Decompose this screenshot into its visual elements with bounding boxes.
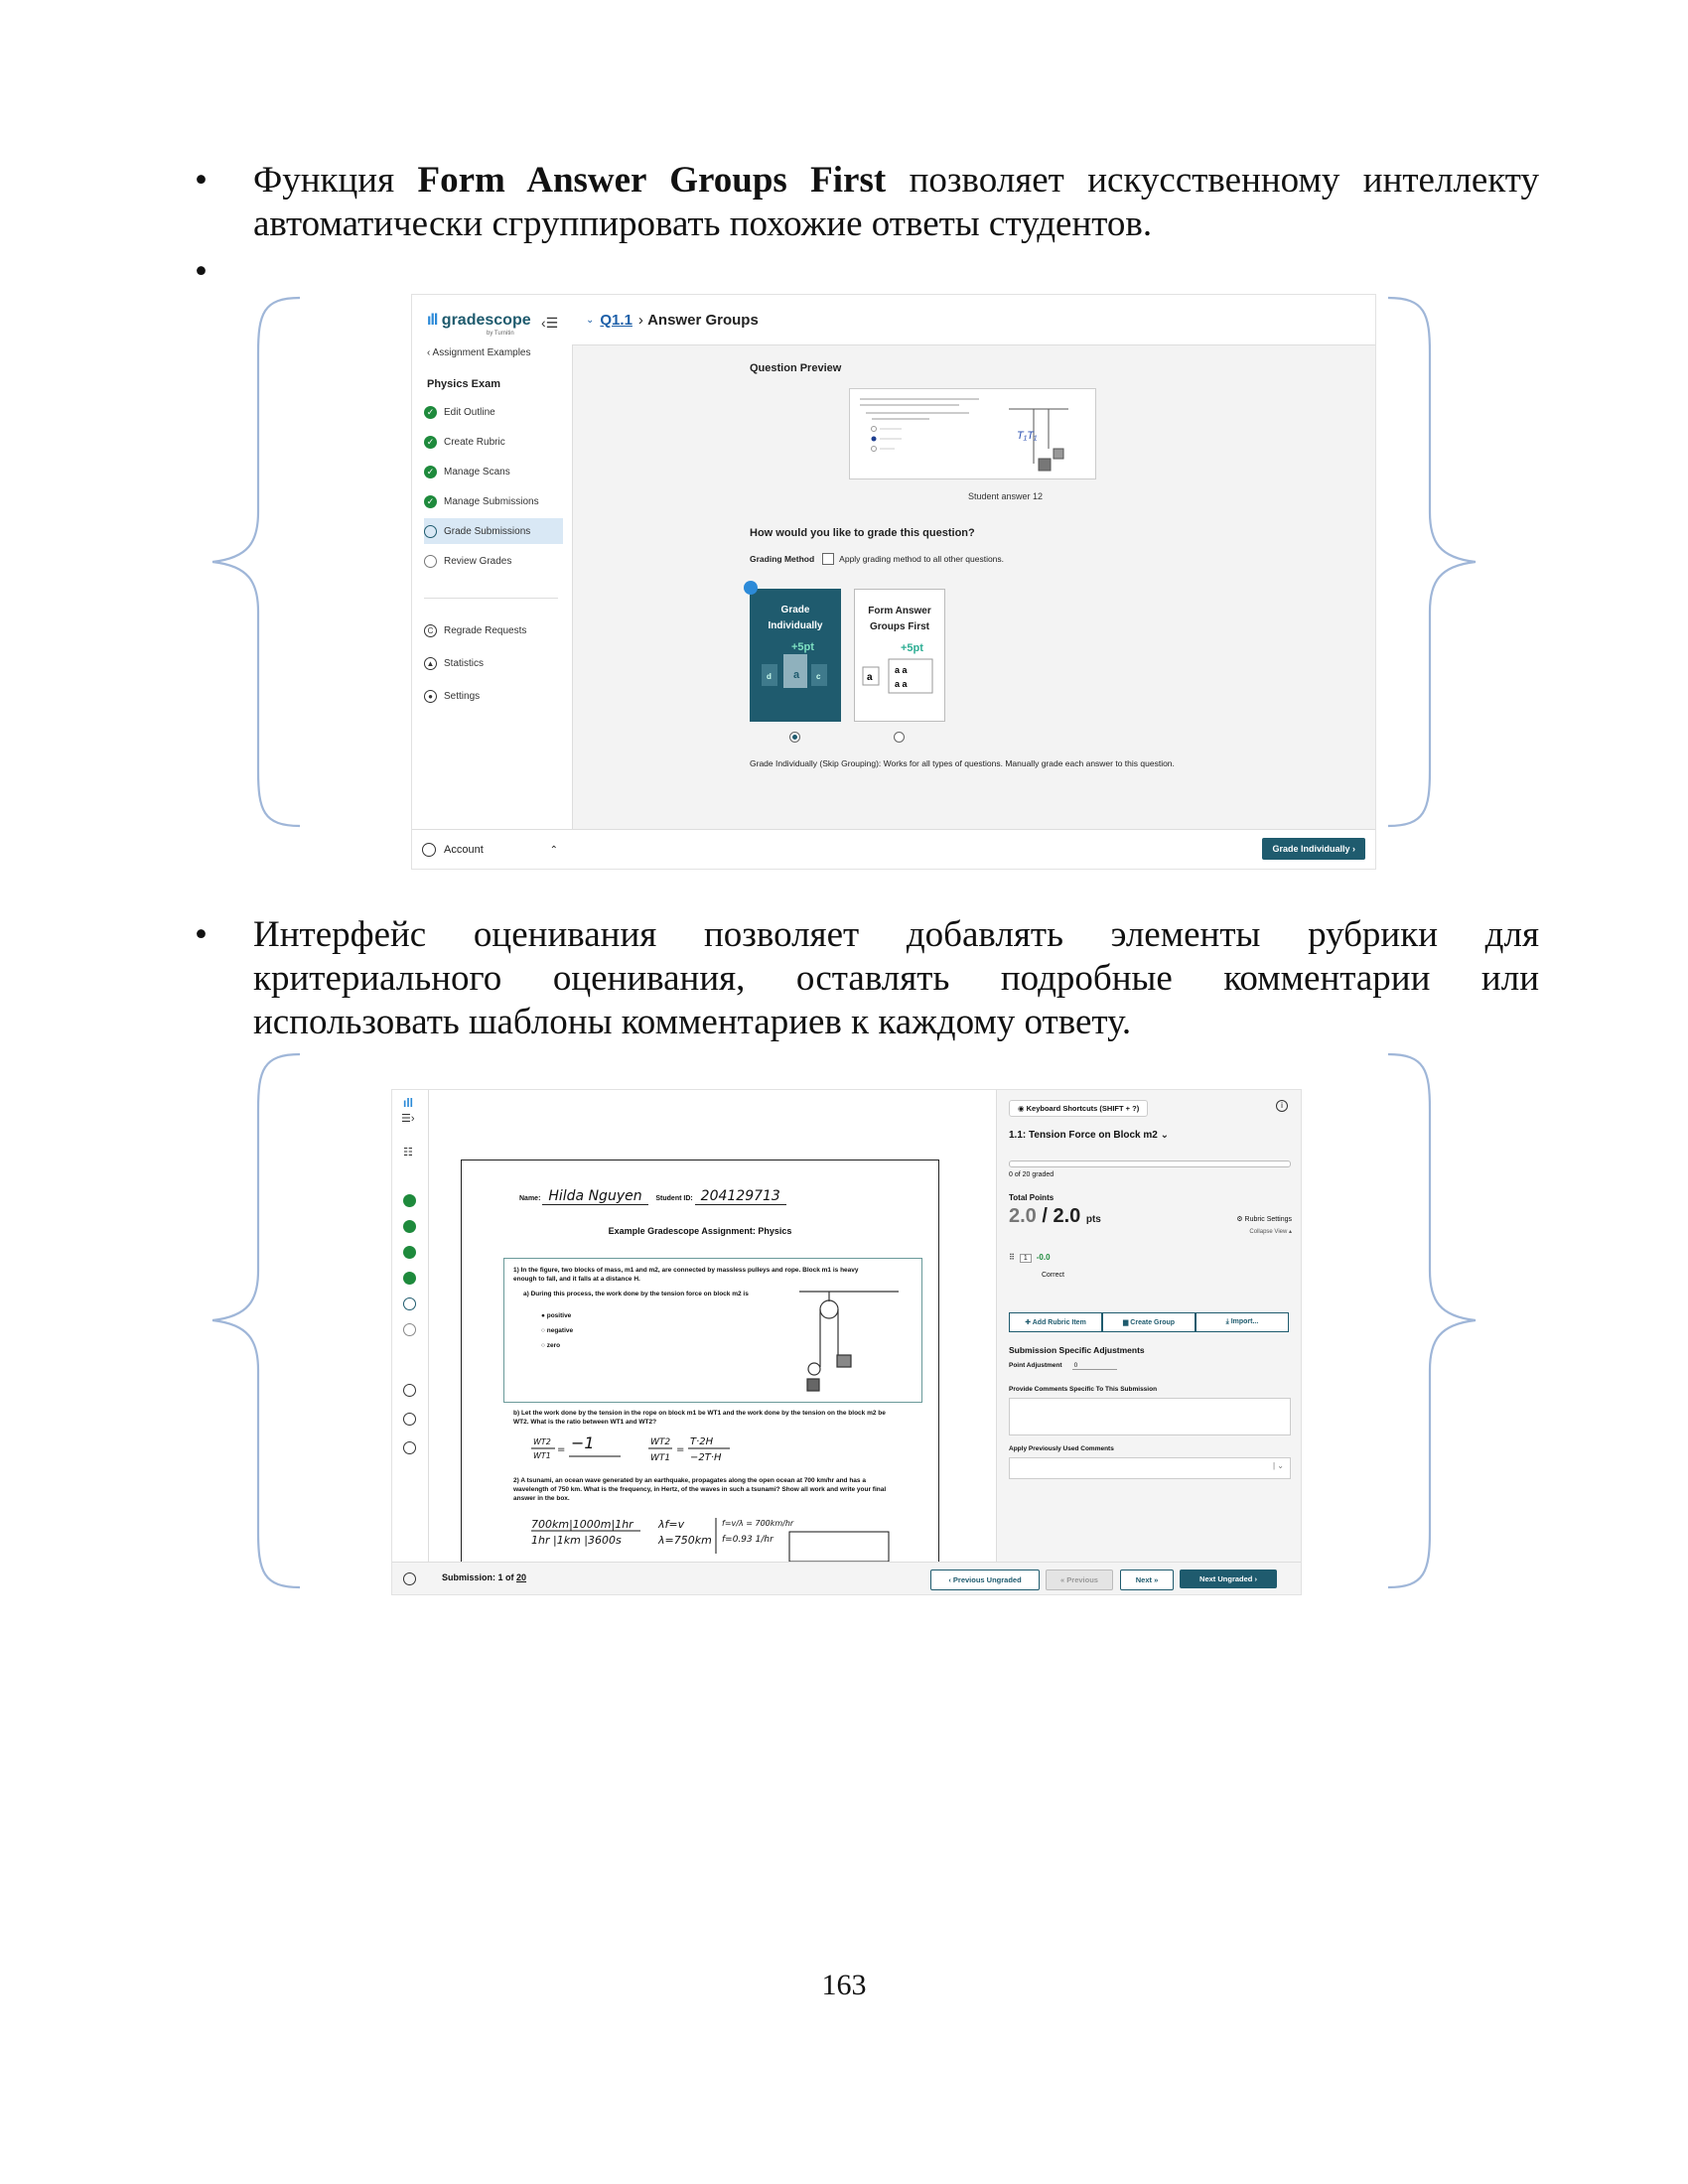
gear-icon[interactable] xyxy=(403,1441,416,1454)
bullet-grading-interface xyxy=(195,913,1539,1044)
question-preview-heading: Question Preview xyxy=(750,362,842,374)
check-icon: ✓ xyxy=(424,406,437,419)
svg-text:+5pt: +5pt xyxy=(901,642,923,654)
svg-text:f=v/λ = 700km/hr: f=v/λ = 700km/hr xyxy=(722,1519,794,1528)
groups-illustration xyxy=(855,635,946,705)
regrade-icon[interactable] xyxy=(403,1384,416,1397)
previous-comments-label: Apply Previously Used Comments xyxy=(1009,1445,1114,1452)
circle-icon xyxy=(424,555,437,568)
comments-label: Provide Comments Specific To This Submission xyxy=(1009,1386,1158,1393)
assignment-title: Example Gradescope Assignment: Physics xyxy=(608,1226,792,1236)
grading-panel xyxy=(996,1090,1301,1562)
divider xyxy=(424,598,558,599)
pulley-diagram xyxy=(789,1288,909,1397)
adjustments-heading: Submission Specific Adjustments xyxy=(1009,1345,1145,1355)
nav-settings[interactable]: ● Settings xyxy=(424,683,563,709)
point-adjustment-field[interactable]: Point Adjustment 0 xyxy=(1009,1362,1117,1369)
right-brace xyxy=(1380,294,1479,830)
add-rubric-item-button[interactable]: ✚ Add Rubric Item xyxy=(1009,1312,1102,1332)
check-icon[interactable] xyxy=(403,1246,416,1259)
chevron-up-icon: ⌃ xyxy=(549,844,558,856)
tutorial-indicator xyxy=(744,581,758,595)
svg-text:−1: −1 xyxy=(571,1433,595,1452)
statistics-icon[interactable] xyxy=(403,1413,416,1426)
chevron-down-icon[interactable]: ⌄ xyxy=(586,314,595,326)
apply-all-checkbox[interactable] xyxy=(822,553,834,565)
check-icon[interactable] xyxy=(403,1272,416,1285)
chevron-right-icon: › xyxy=(637,311,648,329)
check-icon[interactable] xyxy=(403,1220,416,1233)
rubric-settings-button[interactable]: ⚙ Rubric Settings xyxy=(1236,1216,1292,1223)
keyboard-shortcuts-button[interactable]: ◉ Keyboard Shortcuts (SHIFT + ?) xyxy=(1009,1100,1148,1117)
bullet-dot: • xyxy=(195,160,208,201)
svg-text:a a: a a xyxy=(895,679,908,689)
check-icon[interactable] xyxy=(403,1194,416,1207)
rubric-points: -0.0 xyxy=(1036,1253,1051,1262)
footer-bar xyxy=(572,829,1375,869)
graded-count: 0 of 20 graded xyxy=(1009,1171,1055,1178)
nav-manage-scans[interactable]: ✓ Manage Scans xyxy=(424,459,563,484)
svg-text:WT1: WT1 xyxy=(650,1453,671,1463)
current-step-icon[interactable] xyxy=(403,1297,416,1310)
bullet-text: Интерфейс оценивания позволяет добавлять элементы рубрики для критериального оценивания, оставлять подробные комментарии или использовать шаблоны комментариев к каждому ответу. xyxy=(253,914,1539,1042)
account-menu[interactable]: Account ⌃ xyxy=(412,829,572,869)
svg-text:WT2: WT2 xyxy=(533,1437,551,1446)
grade-individually-radio[interactable] xyxy=(789,732,800,743)
logo-subtitle: by Turnitin xyxy=(487,331,514,337)
chevron-down-icon: | ⌄ xyxy=(1272,1461,1284,1470)
handwritten-ratio xyxy=(531,1431,829,1470)
eye-icon: ◉ xyxy=(1018,1104,1027,1113)
question-1b-text: b) Let the work done by the tension in the rope on block m1 be WT1 and the work done by the tension on the block m2 be WT2. What is the ratio between WT1 and WT2? xyxy=(513,1410,886,1426)
svg-text:f=0.93 1/hr: f=0.93 1/hr xyxy=(722,1535,774,1545)
svg-text:λf=v: λf=v xyxy=(658,1518,685,1531)
left-brace xyxy=(209,294,308,830)
previous-button[interactable]: « Previous xyxy=(1046,1570,1113,1590)
breadcrumb xyxy=(572,295,1375,345)
svg-text:WT2: WT2 xyxy=(650,1437,671,1447)
question-1-text: 1) In the figure, two blocks of mass, m1 and m2, are connected by massless pulleys and rope. Block m1 is heavy enough to fall, and it falls at a distance H. xyxy=(513,1267,859,1283)
gear-icon: ● xyxy=(424,690,437,703)
bullet-answer-groups: • Функция Form Answer Groups First позволяет искусственному интеллекту автоматически сгруппировать похожие ответы студентов. xyxy=(195,160,1539,244)
statistics-icon: ▲ xyxy=(424,657,437,670)
create-group-button[interactable]: ▆ Create Group xyxy=(1102,1312,1196,1332)
check-icon: ✓ xyxy=(424,466,437,478)
import-button[interactable]: ⤓ Import... xyxy=(1196,1312,1289,1332)
grading-progress-bar xyxy=(1009,1160,1291,1167)
individual-illustration xyxy=(750,634,841,704)
user-icon xyxy=(422,843,436,857)
nav-statistics[interactable]: ▲ Statistics xyxy=(424,650,563,676)
user-icon[interactable] xyxy=(403,1572,416,1585)
check-icon: ✓ xyxy=(424,495,437,508)
gradescope-logo-icon: ıll xyxy=(403,1096,414,1110)
nav-grade-submissions[interactable]: Grade Submissions xyxy=(424,518,563,544)
menu-icon[interactable]: ☰› xyxy=(401,1113,415,1125)
question-1a-text: a) During this process, the work done by the tension force on block m2 is xyxy=(523,1291,749,1297)
rubric-item[interactable] xyxy=(1009,1253,1051,1263)
nav-edit-outline[interactable]: ✓ Edit Outline xyxy=(424,399,563,425)
svg-text:700km|1000m|1hr: 700km|1000m|1hr xyxy=(531,1518,633,1531)
svg-text:d: d xyxy=(767,672,772,681)
grading-interface-screenshot xyxy=(392,1090,1301,1594)
svg-text:λ=750km: λ=750km xyxy=(658,1534,712,1547)
collapse-view-button[interactable]: Collapse View ▴ xyxy=(1249,1229,1292,1235)
svg-text:1hr |1km |3600s: 1hr |1km |3600s xyxy=(531,1534,622,1547)
circle-icon xyxy=(424,525,437,538)
svg-text:=: = xyxy=(557,1444,566,1455)
collapse-sidebar-icon[interactable]: ‹☰ xyxy=(541,315,559,331)
svg-text:+5pt: +5pt xyxy=(791,641,814,653)
grading-question-heading: How would you like to grade this question? xyxy=(750,527,975,539)
previous-ungraded-button[interactable]: ‹ Previous Ungraded xyxy=(930,1570,1040,1590)
points-display: 2.0 / 2.0 pts xyxy=(1009,1205,1101,1227)
svg-text:T₁T₁: T₁T₁ xyxy=(1017,430,1038,442)
sidebar xyxy=(412,295,573,869)
nav-regrade-requests[interactable]: C Regrade Requests xyxy=(424,617,563,643)
regrade-icon: C xyxy=(424,624,437,637)
bullet-dot: • xyxy=(195,251,208,292)
method-description: Grade Individually (Skip Grouping): Works for all types of questions. Manually grade each answer to this question. xyxy=(750,758,1175,768)
question-2-text: 2) A tsunami, an ocean wave generated by an earthquake, propagates along the open ocean at 700 km/hr and has a wavelength of 750 km. What is the frequency, in Hertz, of the waves in such a tsunami? Show all work and write your final answer in the box. xyxy=(513,1477,887,1502)
nav-rail xyxy=(392,1090,429,1594)
svg-text:c: c xyxy=(816,672,821,681)
svg-text:=: = xyxy=(676,1444,685,1455)
feature-name: Form Answer Groups First xyxy=(417,160,887,201)
right-brace xyxy=(1380,1050,1479,1591)
previous-comments-select[interactable] xyxy=(1009,1457,1291,1479)
option-positive: ● positive xyxy=(541,1312,572,1319)
next-button[interactable]: Next » xyxy=(1120,1570,1174,1590)
student-info: Name: Hilda Nguyen Student ID: 204129713 xyxy=(519,1188,786,1204)
rubric-actions xyxy=(1009,1312,1289,1332)
check-icon: ✓ xyxy=(424,436,437,449)
chevron-down-icon: ⌄ xyxy=(1160,1130,1170,1141)
grade-individually-button[interactable]: Grade Individually › xyxy=(1262,838,1365,860)
svg-text:a: a xyxy=(867,672,873,683)
comments-textarea[interactable] xyxy=(1009,1398,1291,1435)
back-link[interactable]: ‹ Assignment Examples xyxy=(427,347,531,358)
course-title: Physics Exam xyxy=(427,378,500,390)
rubric-hotkey: 1 xyxy=(1020,1254,1032,1263)
form-answer-groups-radio[interactable] xyxy=(894,732,905,743)
svg-text:−2T·H: −2T·H xyxy=(690,1452,722,1463)
rubric-description: Correct xyxy=(1042,1272,1064,1279)
grading-method-row: Grading Method Apply grading method to all other questions. xyxy=(750,554,1005,564)
gradescope-logo: ıll gradescope xyxy=(427,312,531,329)
question-preview-thumbnail[interactable] xyxy=(849,388,1096,479)
bullet-dot: • xyxy=(195,914,208,955)
total-points-label: Total Points xyxy=(1009,1193,1055,1202)
svg-text:WT1: WT1 xyxy=(533,1451,551,1460)
next-ungraded-button[interactable]: Next Ungraded › xyxy=(1180,1570,1277,1588)
page-number: 163 xyxy=(821,1969,867,2001)
option-zero: ○ zero xyxy=(541,1342,561,1349)
svg-text:a a: a a xyxy=(895,665,908,675)
grade-individually-card[interactable]: Grade Individually a d c +5pt xyxy=(750,589,841,722)
student-answer-label: Student answer 12 xyxy=(968,491,1044,501)
circle-icon[interactable] xyxy=(403,1323,416,1336)
nav-manage-submissions[interactable]: ✓ Manage Submissions xyxy=(424,488,563,514)
question-link[interactable]: Q1.1 xyxy=(600,311,633,329)
svg-text:a: a xyxy=(793,669,800,681)
preview-image xyxy=(850,389,1095,478)
option-negative: ○ negative xyxy=(541,1327,574,1334)
info-icon[interactable]: i xyxy=(1276,1100,1288,1112)
nav-create-rubric[interactable]: ✓ Create Rubric xyxy=(424,429,563,455)
drag-handle-icon[interactable]: ⠿ xyxy=(1009,1253,1015,1262)
scanned-submission[interactable] xyxy=(461,1160,939,1578)
page-title: Answer Groups xyxy=(647,311,759,329)
submission-navigation xyxy=(392,1562,1301,1594)
form-answer-groups-card[interactable]: Form Answer Groups First a a a a a +5pt xyxy=(854,589,945,722)
outline-icon[interactable]: ☷ xyxy=(403,1147,413,1159)
left-brace xyxy=(209,1050,308,1591)
svg-text:T·2H: T·2H xyxy=(690,1436,714,1447)
submission-counter: Submission: 1 of 20 xyxy=(442,1572,527,1582)
nav-review-grades[interactable]: Review Grades xyxy=(424,548,563,574)
question-selector[interactable]: 1.1: Tension Force on Block m2 ⌄ xyxy=(1009,1130,1170,1141)
answer-groups-screenshot xyxy=(412,295,1375,869)
